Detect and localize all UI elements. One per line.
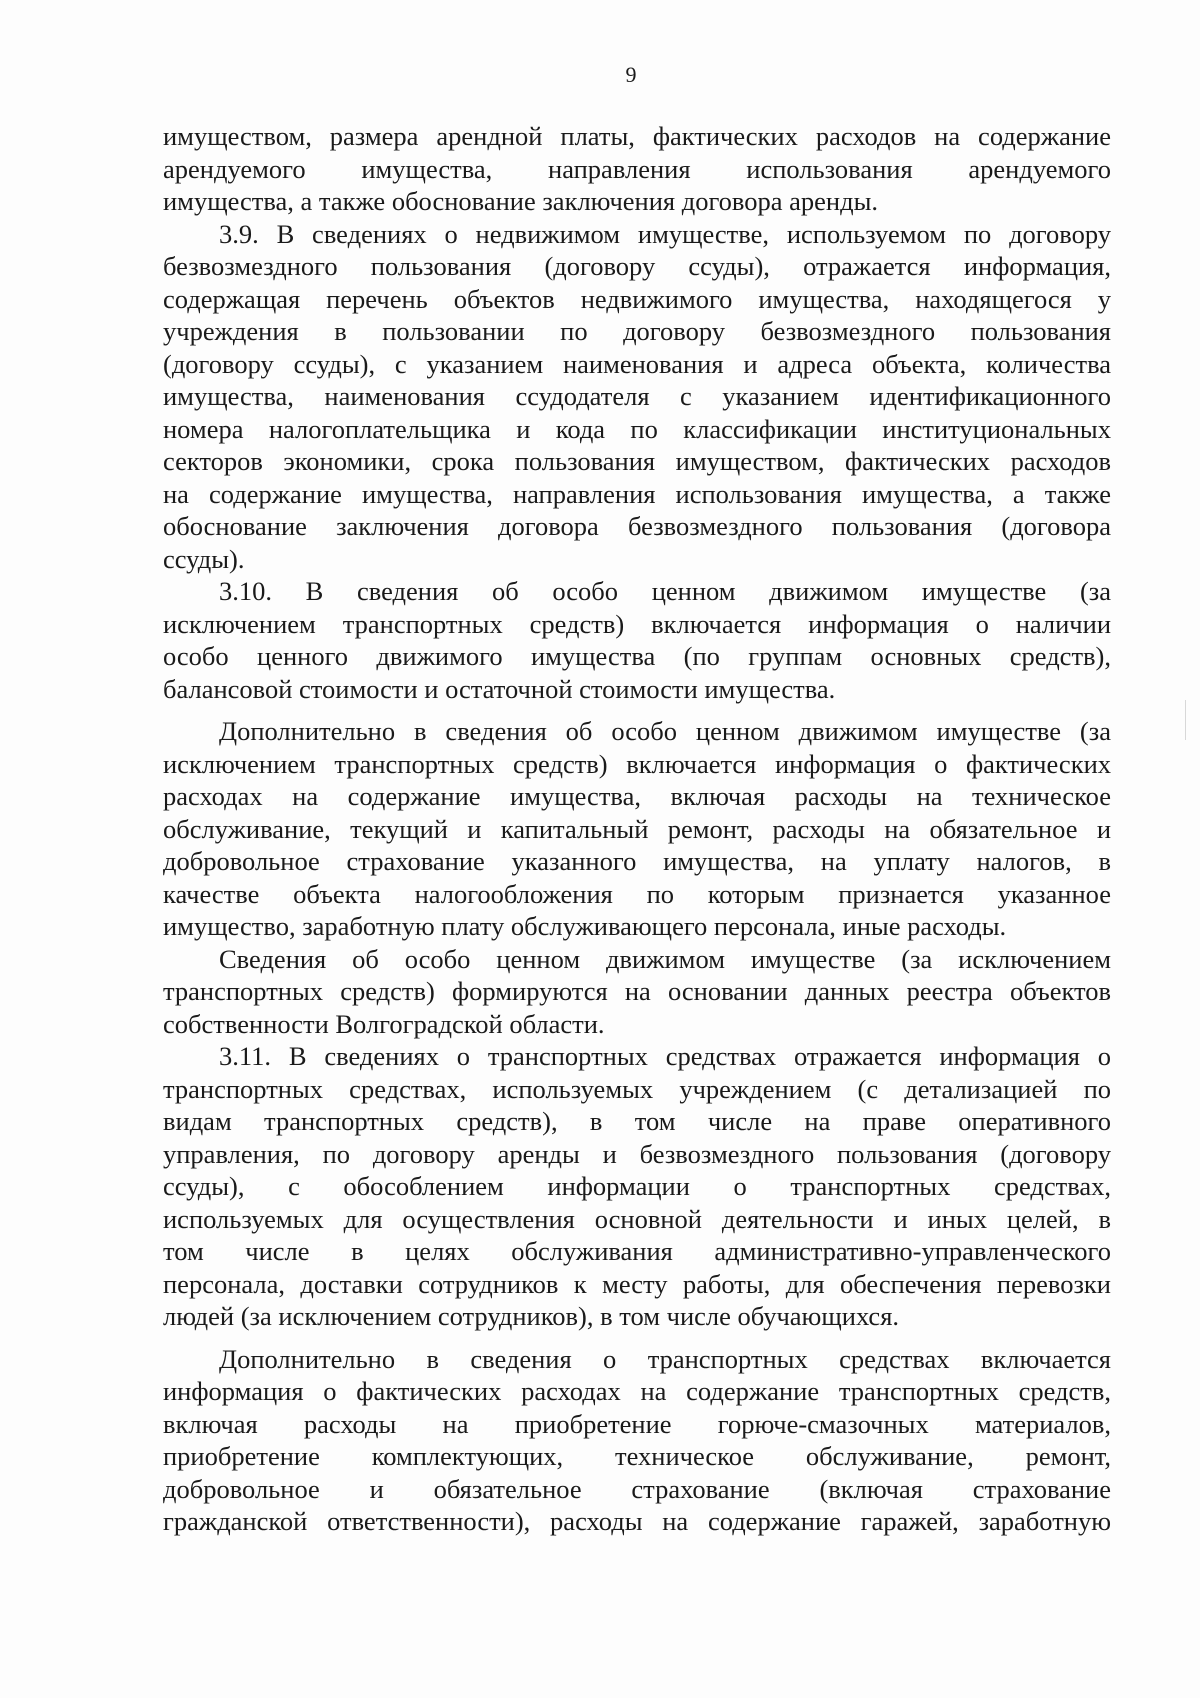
text-line: обслуживание, текущий и капитальный ремонт, расходы на обязательное и — [163, 813, 1111, 844]
scan-artifact — [1185, 700, 1186, 740]
text-line: людей (за исключением сотрудников), в том числе обучающихся. — [163, 1301, 900, 1331]
text-line: транспортных средствах, используемых учреждением (с детализацией по — [163, 1073, 1111, 1104]
text-line: качестве объекта налогообложения по которым признается указанное — [163, 878, 1111, 909]
text-line: 3.10. В сведения об особо ценном движимом имуществе (за — [219, 576, 1111, 606]
paragraph-cont — [163, 120, 1111, 218]
paragraph-p-3-10-add — [163, 715, 1111, 943]
paragraph-p-3-9 — [163, 218, 1111, 576]
text-line: том числе в целях обслуживания административно-управленческого — [163, 1236, 1111, 1266]
text-line: добровольное и обязательное страхование (включая страхование — [163, 1473, 1111, 1504]
text-line: имущества, наименования ссудодателя с указанием идентификационного — [163, 381, 1111, 411]
text-line: гражданской ответственности), расходы на содержание гаражей, заработную — [163, 1506, 1111, 1536]
text-line: Дополнительно в сведения об особо ценном движимом имуществе (за — [219, 716, 1111, 746]
text-line: имущество, заработную плату обслуживающего персонала, иные расходы. — [163, 911, 1007, 941]
text-line: 3.11. В сведениях о транспортных средствах отражается информация о — [219, 1041, 1111, 1071]
text-line: 3.9. В сведениях о недвижимом имуществе, используемом по договору — [219, 218, 1111, 249]
text-line: приобретение комплектующих, техническое обслуживание, ремонт, — [163, 1441, 1111, 1471]
text-line: на содержание имущества, направления использования имущества, а также — [163, 478, 1111, 509]
text-line: собственности Волгоградской области. — [163, 1008, 605, 1039]
text-line: добровольное страхование указанного имущества, на уплату налогов, в — [163, 846, 1111, 876]
paragraph-gap — [163, 1333, 1111, 1343]
text-line: безвозмездного пользования (договору ссуды), отражается информация, — [163, 251, 1111, 281]
text-line: Дополнительно в сведения о транспортных средствах включается — [219, 1343, 1111, 1374]
text-line: имуществом, размера арендной платы, фактических расходов на содержание — [163, 121, 1111, 151]
document-body — [163, 120, 1111, 1538]
text-line: управления, по договору аренды и безвозмездного пользования (договору — [163, 1138, 1111, 1169]
text-line: учреждения в пользовании по договору безвозмездного пользования — [163, 316, 1111, 346]
text-line: включая расходы на приобретение горюче-смазочных материалов, — [163, 1408, 1111, 1439]
text-line: транспортных средств) формируются на основании данных реестра объектов — [163, 976, 1111, 1006]
text-line: видам транспортных средств), в том числе на праве оперативного — [163, 1106, 1111, 1136]
text-line: ссуды). — [163, 543, 245, 574]
text-line: содержащая перечень объектов недвижимого имущества, находящегося у — [163, 283, 1111, 314]
text-line: исключением транспортных средств) включается информация о наличии — [163, 608, 1111, 639]
text-line: особо ценного движимого имущества (по группам основных средств), — [163, 641, 1111, 671]
paragraph-p-3-10-src — [163, 943, 1111, 1041]
text-line: имущества, а также обоснование заключения договора аренды. — [163, 186, 878, 216]
paragraph-p-3-11-add — [163, 1343, 1111, 1538]
paragraph-gap — [163, 705, 1111, 715]
paragraph-p-3-10 — [163, 575, 1111, 705]
text-line: используемых для осуществления основной деятельности и иных целей, в — [163, 1203, 1111, 1234]
text-line: исключением транспортных средств) включается информация о фактических — [163, 748, 1111, 779]
text-line: персонала, доставки сотрудников к месту работы, для обеспечения перевозки — [163, 1268, 1111, 1299]
text-line: информация о фактических расходах на содержание транспортных средств, — [163, 1376, 1111, 1406]
text-line: (договору ссуды), с указанием наименования и адреса объекта, количества — [163, 348, 1111, 379]
text-line: арендуемого имущества, направления использования арендуемого — [163, 153, 1111, 184]
text-line: номера налогоплательщика и кода по классификации институциональных — [163, 413, 1111, 444]
text-line: секторов экономики, срока пользования имуществом, фактических расходов — [163, 446, 1111, 476]
text-line: ссуды), с обособлением информации о транспортных средствах, — [163, 1171, 1111, 1201]
text-line: балансовой стоимости и остаточной стоимости имущества. — [163, 673, 836, 704]
text-line: обоснование заключения договора безвозмездного пользования (договора — [163, 511, 1111, 541]
text-line: расходах на содержание имущества, включая расходы на техническое — [163, 781, 1111, 811]
page-number: 9 — [625, 62, 637, 87]
paragraph-p-3-11 — [163, 1040, 1111, 1333]
text-line: Сведения об особо ценном движимом имуществе (за исключением — [219, 943, 1111, 974]
